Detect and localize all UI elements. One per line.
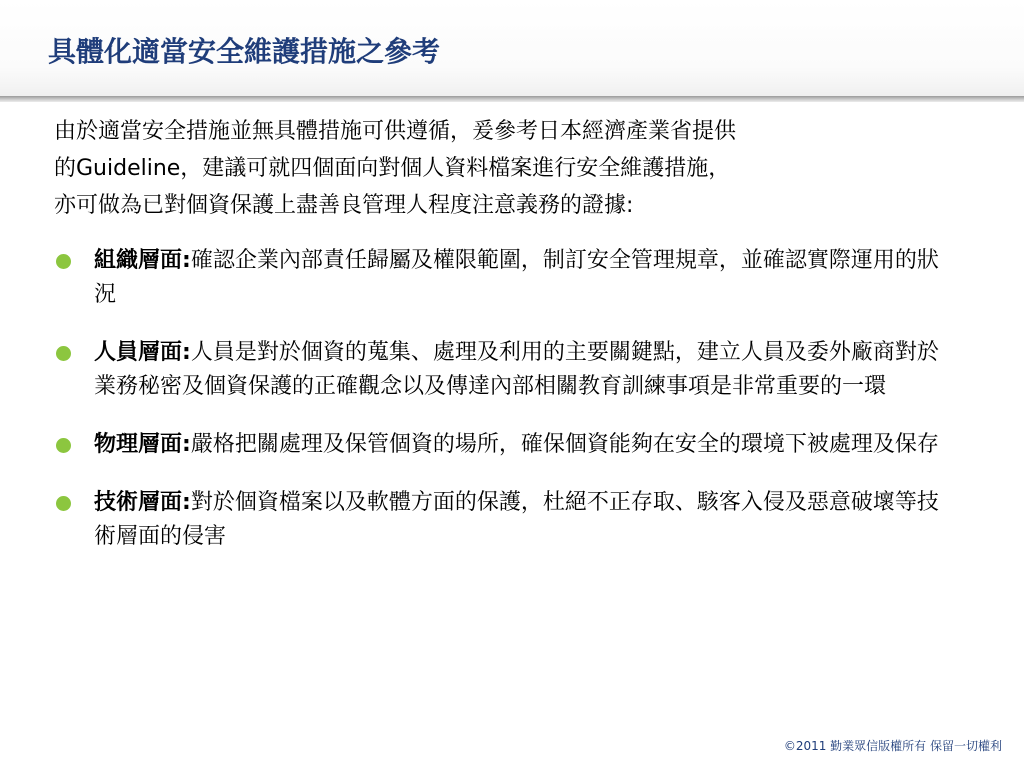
bullet-heading: 組織層面:	[94, 248, 191, 273]
copyright-footer: ©2011 勤業眾信版權所有 保留一切權利	[783, 739, 1002, 753]
bullet-text: 確認企業內部責任歸屬及權限範圍，制訂安全管理規章，並確認實際運用的狀況	[94, 248, 939, 307]
bullet-heading: 技術層面:	[94, 490, 191, 515]
header-divider	[0, 96, 1024, 102]
bullet-text: 嚴格把關處理及保管個資的場所，確保個資能夠在安全的環境下被處理及保存	[190, 432, 939, 457]
bullet-technical	[54, 486, 956, 554]
bullet-text: 人員是對於個資的蒐集、處理及利用的主要關鍵點，建立人員及委外廠商對於業務秘密及個資保護的正確觀念以及傳達內部相關教育訓練事項是非常重要的一環	[94, 340, 939, 399]
slide-body	[54, 113, 964, 578]
bullet-heading: 人員層面:	[94, 340, 191, 365]
bullet-dot-icon	[56, 496, 71, 511]
bullet-dot-icon	[56, 254, 71, 269]
intro-paragraph	[54, 113, 944, 224]
bullet-heading: 物理層面:	[94, 432, 191, 457]
bullet-organization	[54, 244, 956, 312]
bullet-dot-icon	[56, 438, 71, 453]
intro-line: 的Guideline，建議可就四個面向對個人資料檔案進行安全維護措施，	[54, 156, 731, 181]
intro-line: 亦可做為已對個資保護上盡善良管理人程度注意義務的證據:	[54, 193, 634, 218]
slide-header	[0, 0, 1024, 96]
intro-line: 由於適當安全措施並無具體措施可供遵循，爰參考日本經濟產業省提供	[54, 119, 737, 144]
bullet-physical	[54, 428, 956, 462]
slide-title: 具體化適當安全維護措施之參考	[48, 35, 441, 68]
bullet-list	[54, 244, 964, 554]
bullet-text: 對於個資檔案以及軟體方面的保護，杜絕不正存取、駭客入侵及惡意破壞等技術層面的侵害	[94, 490, 939, 549]
bullet-dot-icon	[56, 346, 71, 361]
bullet-personnel	[54, 336, 956, 404]
